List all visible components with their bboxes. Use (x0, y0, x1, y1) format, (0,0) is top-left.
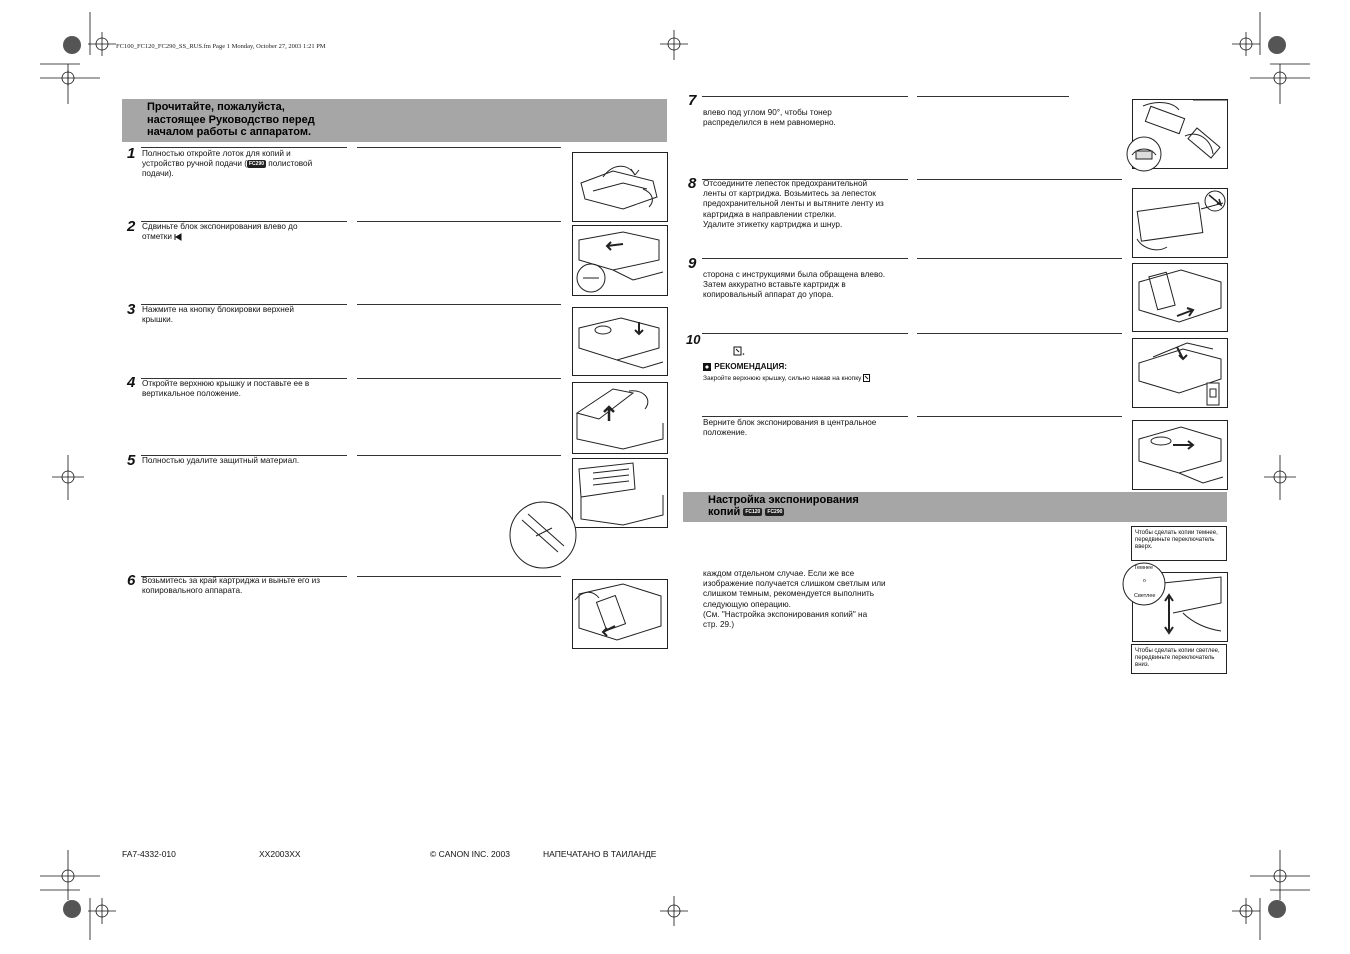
note-line: вверх. (1135, 544, 1153, 551)
section-title-line: началом работы с аппаратом. (147, 126, 312, 138)
note-line: Чтобы сделать копии светлее, (1135, 648, 1220, 654)
note-line: вниз. (1135, 662, 1150, 669)
illustration-insert-cartridge (1132, 263, 1228, 332)
exposure-line: изображение получается слишком светлым или (703, 579, 886, 589)
divider (357, 378, 561, 379)
step-text-line: Нажмите на кнопку блокировки верхней (142, 305, 294, 314)
step-text-line: Верните блок экспонирования в центральное (703, 418, 877, 427)
copier-illustration-icon (573, 153, 667, 221)
step-text-line (142, 159, 312, 169)
left-mark-icon (174, 233, 182, 241)
divider (917, 179, 1122, 180)
exposure-line: каждом отдельном случае. Если же все (703, 569, 855, 578)
step-text-line: Сдвиньте блок экспонирования влево до (142, 222, 298, 231)
illustration-open-cover (572, 382, 668, 454)
step-text-line: распределился в нем равномерно. (703, 118, 836, 128)
divider (702, 258, 908, 259)
step-text-line: копировальный аппарат до упора. (703, 290, 834, 300)
divider (917, 333, 1122, 334)
step-text (142, 576, 320, 596)
tip-heading-line (703, 362, 787, 372)
illustration-close-cover (1132, 338, 1228, 408)
step-text-line: копировального аппарата. (142, 586, 243, 596)
step-text-line: Возьмитесь за край картриджа и выньте его из (142, 576, 320, 585)
footer-printed: НАПЕЧАТАНО В ТАИЛАНДЕ (543, 849, 657, 859)
step-number: 4 (127, 374, 136, 391)
note-lighter (1131, 644, 1227, 674)
step-text-line: Полностью удалите защитный материал. (142, 456, 300, 465)
divider (357, 576, 561, 577)
step-text-line: влево под углом 90°, чтобы тонер (703, 108, 832, 117)
step-text-line: вертикальное положение. (142, 389, 241, 399)
step-text-line: подачи). (142, 169, 174, 179)
footer-code: FA7-4332-010 (122, 849, 176, 859)
model-badge: FC290 (249, 161, 265, 168)
footer-batch: XX2003XX (259, 849, 301, 859)
note-line: Чтобы сделать копии темнее, (1135, 530, 1218, 536)
copier-illustration-icon (573, 459, 667, 527)
illustration-lock-button (572, 307, 668, 376)
illustration-pull-seal (1132, 188, 1228, 258)
detail-circle-illustration (508, 500, 580, 570)
exposure-line: слишком темным, рекомендуется выполнить (703, 589, 875, 599)
step-number: 3 (127, 301, 136, 318)
copier-illustration-icon (573, 580, 667, 648)
divider (917, 258, 1122, 259)
copier-illustration-icon (1133, 339, 1227, 407)
step-number: 2 (127, 218, 136, 235)
illustration-remove-cartridge (572, 579, 668, 649)
note-line: передвиньте переключатель (1135, 537, 1215, 544)
step-number: 5 (127, 452, 136, 469)
step-text (142, 149, 312, 180)
section-title-line: Прочитайте, пожалуйста, (147, 101, 285, 113)
step-text-line-part: отметки (142, 232, 172, 242)
divider (702, 333, 908, 334)
note-line: передвиньте переключатель (1135, 655, 1215, 662)
section-title-line: настоящее Руководство перед (147, 113, 315, 126)
tip-label: РЕКОМЕНДАЦИЯ: (714, 362, 787, 371)
step-text (142, 305, 294, 325)
divider (702, 96, 908, 97)
step-text-line: Откройте верхнюю крышку и поставьте ее в (142, 379, 310, 388)
exposure-line: (См. "Настройка экспонирования копий" на (703, 609, 868, 619)
step-text-line (142, 232, 298, 242)
step-text-line: Полностью откройте лоток для копий и (142, 149, 291, 158)
tip-text-part: Закройте верхнюю крышку, сильно нажав на кнопку (703, 375, 862, 382)
file-info-header: FC100_FC120_FC290_SS_RUS.fm Page 1 Monday, October 27, 2003 1:21 PM (116, 43, 326, 50)
exposure-line: стр. 29.) (703, 620, 735, 630)
step-number: 10 (686, 332, 701, 347)
divider (917, 416, 1122, 417)
step-number: 7 (688, 92, 697, 109)
section-title-part: копий (708, 506, 741, 518)
step-text-line: предохранительной ленты и вытяните ленту из (703, 199, 884, 209)
note-darker (1131, 526, 1227, 561)
tip-heading (703, 362, 787, 372)
exposure-section-band (683, 492, 1227, 522)
step-text-line: картриджа в направлении стрелки. (703, 209, 837, 219)
exposure-line: следующую операцию. (703, 599, 791, 609)
section-title-line: Настройка экспонирования (708, 494, 859, 506)
step-text (703, 179, 884, 230)
tip-text (703, 374, 870, 384)
step-text (142, 456, 299, 466)
tip-icon (703, 363, 712, 371)
step-text-line: Отсоедините лепесток предохранительной (703, 179, 868, 188)
lever-label-darker: Темнее (1134, 565, 1154, 571)
step-text-line: Удалите этикетку картриджа и шнур. (703, 219, 843, 229)
step-text-line: крышки. (142, 315, 174, 325)
divider (702, 416, 908, 417)
detail-circle-illustration (1124, 135, 1164, 173)
divider (917, 96, 1069, 97)
illustration-open-tray (572, 152, 668, 222)
section-title-line (708, 506, 784, 519)
step-text (142, 379, 309, 399)
model-badge: FC290 (767, 509, 783, 516)
step-text-line-part: полистовой (266, 159, 313, 169)
step-text (703, 108, 836, 128)
copier-illustration-icon (573, 226, 667, 295)
divider (357, 221, 561, 222)
tip-text-line (703, 374, 870, 384)
footer-copyright: © CANON INC. 2003 (430, 849, 510, 859)
lock-button-icon (863, 374, 870, 382)
model-badge: FC120 (745, 509, 761, 516)
divider (357, 455, 561, 456)
step-text (142, 222, 298, 242)
step-number: 6 (127, 572, 136, 589)
copier-illustration-icon (573, 383, 667, 453)
lever-label-mid: o (1143, 578, 1146, 584)
illustration-center-scanner (1132, 420, 1228, 490)
exposure-text (703, 569, 886, 630)
divider (357, 147, 561, 148)
section-title-band (122, 99, 667, 142)
step-text-line: сторона с инструкциями была обращена влево. (703, 270, 886, 279)
lever-label-lighter: Светлее (1134, 593, 1156, 599)
step-text (703, 270, 885, 301)
step-text-line: Затем аккуратно вставьте картридж в (703, 280, 846, 290)
copier-illustration-icon (573, 308, 667, 375)
copier-illustration-icon (1133, 421, 1227, 489)
divider (357, 304, 561, 305)
step-text (703, 418, 876, 438)
lock-button-icon (733, 346, 745, 356)
step-number: 9 (688, 255, 697, 272)
step-number: 1 (127, 145, 136, 162)
step-text-line: ленты от картриджа. Возьмитесь за лепесток (703, 189, 876, 199)
step-number: 8 (688, 175, 697, 192)
illustration-remove-packing (572, 458, 668, 528)
divider (141, 147, 347, 148)
copier-illustration-icon (1133, 189, 1227, 257)
step-text-line: положение. (703, 428, 748, 438)
copier-illustration-icon (1133, 264, 1227, 331)
illustration-slide-scanner (572, 225, 668, 296)
step-text-line-part: устройство ручной подачи ( (142, 159, 247, 169)
